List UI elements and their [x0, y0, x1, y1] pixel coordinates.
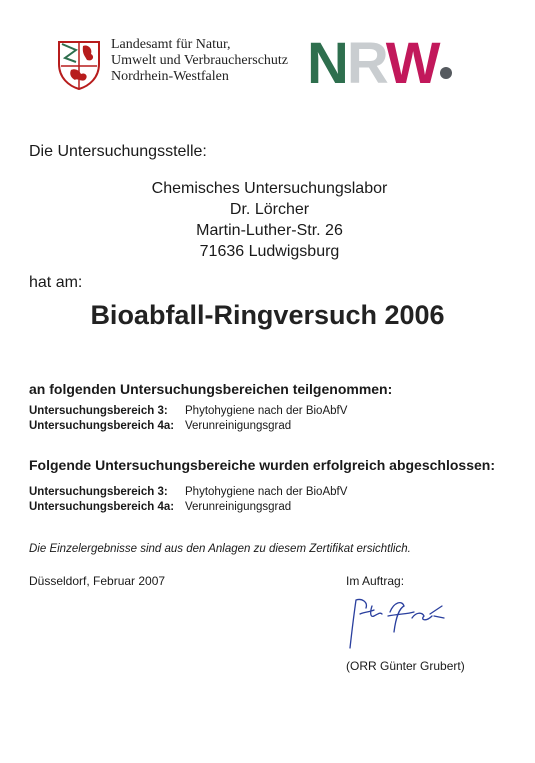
- area-label: Untersuchungsbereich 3:: [29, 486, 168, 498]
- agency-line: Landesamt für Natur,: [111, 37, 231, 52]
- lab-address: [0, 178, 535, 262]
- nrw-logo-n: N: [307, 31, 347, 96]
- results-note: Die Einzelergebnisse sind aus den Anlagen zu diesem Zertifikat ersichtlich.: [29, 543, 411, 555]
- address-line: Chemisches Untersuchungslabor: [151, 180, 388, 197]
- nrw-coat-of-arms-icon: [57, 40, 101, 90]
- signer-name: (ORR Günter Grubert): [346, 659, 465, 673]
- participated-row: [29, 420, 291, 432]
- on-behalf-label: Im Auftrag:: [346, 574, 405, 588]
- certificate-title: Bioabfall-Ringversuch 2006: [90, 300, 445, 330]
- agency-line: Umwelt und Verbraucherschutz: [111, 53, 289, 68]
- lab-label: Die Untersuchungsstelle:: [29, 143, 207, 160]
- area-label: Untersuchungsbereich 3:: [29, 405, 168, 417]
- address-line: 71636 Ludwigsburg: [199, 243, 340, 260]
- participated-row: [29, 405, 347, 417]
- address-line: Dr. Lörcher: [229, 201, 310, 218]
- area-description: Phytohygiene nach der BioAbfV: [185, 405, 348, 417]
- date-label: hat am:: [29, 274, 83, 291]
- address-line: Martin-Luther-Str. 26: [196, 222, 343, 239]
- completed-heading: Folgende Untersuchungsbereiche wurden erfolgreich abgeschlossen:: [29, 457, 495, 473]
- area-description: Verunreinigungsgrad: [185, 420, 292, 432]
- area-label: Untersuchungsbereich 4a:: [29, 420, 175, 432]
- area-description: Phytohygiene nach der BioAbfV: [185, 486, 348, 498]
- nrw-logo-w: W: [385, 31, 439, 96]
- completed-row: [29, 501, 291, 513]
- completed-row: [29, 486, 347, 498]
- nrw-logo-r: R: [346, 31, 386, 96]
- nrw-logo-dot-icon: [440, 67, 452, 79]
- signature-image: [346, 592, 456, 654]
- place-date: Düsseldorf, Februar 2007: [29, 574, 166, 588]
- area-label: Untersuchungsbereich 4a:: [29, 501, 175, 513]
- agency-name: [111, 37, 288, 85]
- participated-heading: an folgenden Untersuchungsbereichen teilgenommen:: [29, 381, 393, 397]
- area-description: Verunreinigungsgrad: [185, 501, 292, 513]
- nrw-logo: [307, 31, 452, 96]
- agency-line: Nordrhein-Westfalen: [111, 69, 229, 84]
